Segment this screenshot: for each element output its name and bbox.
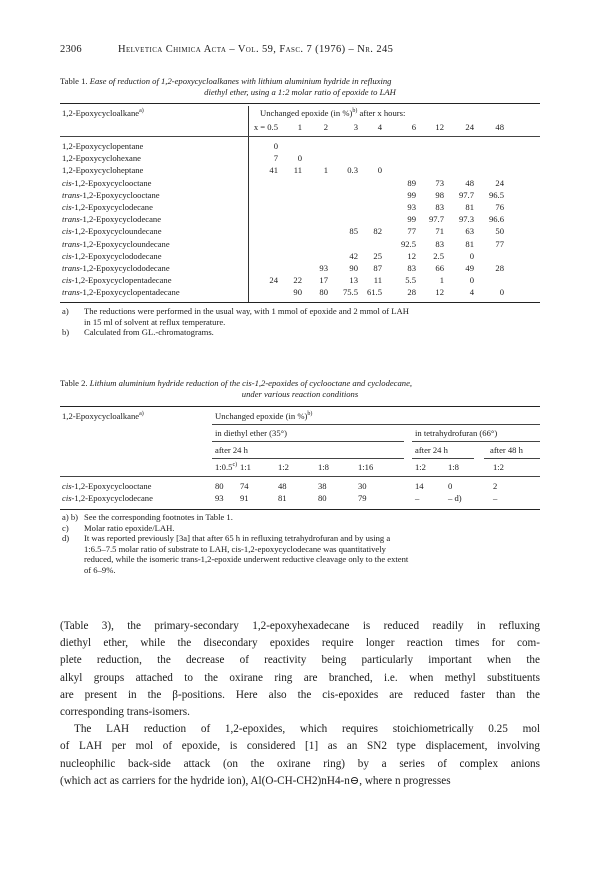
table1-cell: 96.5 bbox=[488, 189, 504, 200]
table2-footnote-c-mark: c) bbox=[62, 522, 69, 533]
table1-cell: 0 bbox=[297, 153, 302, 164]
table1-cell: 0 bbox=[499, 287, 504, 298]
table2-cell: 0 bbox=[448, 481, 453, 491]
table1-compound-name bbox=[62, 190, 160, 200]
table1-cell: 41 bbox=[269, 165, 278, 176]
table1-hour-header: 2 bbox=[323, 122, 328, 132]
table1-row bbox=[62, 239, 540, 251]
table1-cell: 28 bbox=[407, 287, 416, 298]
body-text-line: (which act as carriers for the hydride ion), Al(O-CH-CH2)nH4-n⊖, where n progresses bbox=[60, 774, 451, 787]
table1-cell: 11 bbox=[293, 165, 302, 176]
table1-row bbox=[62, 202, 540, 214]
table1-cell: 0.3 bbox=[347, 165, 358, 176]
table1-cell: 89 bbox=[407, 177, 416, 188]
table1-row bbox=[62, 287, 540, 299]
table2-header-compound bbox=[62, 411, 144, 421]
table1-cell: 93 bbox=[319, 262, 328, 273]
table1-cell: 73 bbox=[435, 177, 444, 188]
table2-cell: 91 bbox=[240, 493, 249, 504]
table2-cell: 80 bbox=[318, 493, 327, 504]
table2-rule-3a bbox=[212, 458, 404, 459]
table1-cell: 93 bbox=[407, 201, 416, 212]
table1-cell: 81 bbox=[465, 201, 474, 212]
table2-rule-2a bbox=[212, 441, 404, 442]
table1-caption-line1: Ease of reduction of 1,2-epoxycycloalkanes with lithium aluminium hydride in refluxing bbox=[89, 76, 392, 86]
table2-footnotes bbox=[60, 512, 540, 576]
table2-compound-prefix: cis bbox=[62, 493, 72, 504]
table1-row bbox=[62, 275, 540, 287]
table2-cell: 79 bbox=[358, 493, 367, 504]
table1-cell: 96.6 bbox=[488, 214, 504, 225]
table1-compound-base: -1,2-Epoxycyclodecane bbox=[79, 214, 162, 225]
table2-footnote-d-mark: d) bbox=[62, 533, 70, 544]
table2-caption bbox=[60, 378, 540, 400]
table1-cell: 83 bbox=[407, 262, 416, 273]
table1-compound-base: -1,2-Epoxycyclopentadecane bbox=[79, 287, 180, 298]
table2-cell: 81 bbox=[278, 493, 287, 504]
table1-compound-name bbox=[62, 263, 170, 273]
table1-footnote-a-text: The reductions were performed in the usual way, with 1 mmol of epoxide and 2 mmol of LAH bbox=[84, 306, 409, 316]
table1-compound-base: -1,2-Epoxycycloundecane bbox=[71, 226, 162, 237]
table1-caption-label: Table 1. bbox=[60, 76, 88, 86]
table1-cell: 61.5 bbox=[366, 287, 382, 298]
table1-row bbox=[62, 165, 540, 177]
table1-hour-header: 24 bbox=[465, 122, 474, 132]
table1-footnote-b-mark: b) bbox=[62, 327, 70, 338]
table1-compound-base: -1,2-Epoxycyclopentadecane bbox=[71, 275, 172, 286]
table1-cell: 24 bbox=[495, 177, 504, 188]
table2-footnote-c-text: Molar ratio epoxide/LAH. bbox=[84, 522, 175, 533]
body-text-line: are present in the β-positions. Here also the cis-epoxides are reduced faster than the bbox=[60, 688, 540, 701]
table1-cell: 50 bbox=[495, 226, 504, 237]
table1-row bbox=[62, 153, 540, 165]
table2-footnote-d-cont2: reduced, while the isomeric trans-1,2-epoxide underwent reductive cleavage only to the extent bbox=[84, 554, 409, 565]
table2-body bbox=[60, 481, 540, 505]
table1-header-rule bbox=[60, 136, 540, 137]
table1-row bbox=[62, 178, 540, 190]
table1-compound-name bbox=[62, 153, 141, 163]
table1-cell: 48 bbox=[465, 177, 474, 188]
table1-cell: 63 bbox=[465, 226, 474, 237]
table1-compound-prefix: trans bbox=[62, 238, 80, 249]
table1-hour-header: 4 bbox=[377, 122, 382, 132]
table1-compound-prefix: trans bbox=[62, 287, 80, 298]
table2-header-rule bbox=[60, 476, 540, 477]
table1-footnote-b-text: Calculated from GL.-chromatograms. bbox=[84, 327, 214, 338]
table1-top-rule bbox=[60, 103, 540, 104]
table1-cell: 98 bbox=[435, 189, 444, 200]
table2-compound-name bbox=[62, 481, 151, 491]
table1-cell: 24 bbox=[269, 275, 278, 286]
table1-footnotes bbox=[60, 306, 540, 338]
table1-cell: 81 bbox=[465, 238, 474, 249]
table1-footnote-a-mark: a) bbox=[62, 306, 69, 316]
table1-row bbox=[62, 190, 540, 202]
table2-row bbox=[60, 493, 540, 505]
table2-bottom-rule bbox=[60, 509, 540, 510]
page-number: 2306 bbox=[60, 44, 82, 55]
table2-cell: – bbox=[415, 493, 420, 504]
table1-cell: 13 bbox=[349, 275, 358, 286]
table2-ratio-note: c) bbox=[232, 462, 238, 469]
body-text-line: nucleophilic back-side attack (on the oxirane ring) by a series of complex anions bbox=[60, 757, 540, 770]
table1-cell: 66 bbox=[435, 262, 444, 273]
table1-compound-prefix: trans bbox=[62, 189, 80, 200]
table1-cell: 1 bbox=[323, 165, 328, 176]
table2-solvent-ether: in diethyl ether (35°) bbox=[215, 428, 287, 438]
body-text-line: alkyl groups attached to the oxirane ring are branched, i.e. when methyl substituents bbox=[60, 671, 540, 684]
table1-hours-row bbox=[253, 122, 540, 134]
table2-header-values bbox=[215, 411, 312, 421]
table1-cell: 80 bbox=[319, 287, 328, 298]
table1-compound-base: -1,2-Epoxycyclododecane bbox=[71, 250, 162, 261]
table1-compound-prefix: cis bbox=[62, 226, 72, 237]
table2-time-thf-24: after 24 h bbox=[415, 445, 448, 455]
table1-cell: 97.7 bbox=[458, 189, 474, 200]
table2-caption-label: Table 2. bbox=[60, 378, 88, 388]
table2-header-compound-text: 1,2-Epoxycycloalkane bbox=[62, 411, 140, 421]
table1-cell: 17 bbox=[319, 275, 328, 286]
table1-cell: 99 bbox=[407, 214, 416, 225]
table2-cell: 93 bbox=[215, 493, 224, 504]
table2-row bbox=[60, 481, 540, 493]
table1-hour-header: x = 0.5 bbox=[253, 122, 278, 132]
table1-cell: 0 bbox=[469, 275, 474, 286]
table1-cell: 85 bbox=[349, 226, 358, 237]
table2-rule-3b bbox=[412, 458, 474, 459]
table2-cell: 2 bbox=[493, 481, 498, 491]
table1-cell: 75.5 bbox=[342, 287, 358, 298]
table2-footnote-d-text: It was reported previously [3a] that after 65 h in refluxing tetrahydrofuran and by using a bbox=[84, 533, 391, 544]
table1-cell: 83 bbox=[435, 238, 444, 249]
table2-cell: 14 bbox=[415, 481, 424, 491]
table2-header-compound-note: a) bbox=[139, 411, 144, 418]
table1-row bbox=[62, 141, 540, 153]
table1-cell: 4 bbox=[469, 287, 474, 298]
table2-cell: 80 bbox=[215, 481, 224, 491]
table1-cell: 7 bbox=[273, 153, 278, 164]
table1-compound-base: 1,2-Epoxycyclohexane bbox=[62, 153, 141, 164]
body-text-line: corresponding trans-isomers. bbox=[60, 705, 190, 718]
body-text-line: of LAH per mol of epoxide, is considered [1] as an SN2 type displacement, involving bbox=[60, 740, 540, 753]
table1-cell: 5.5 bbox=[405, 275, 416, 286]
table1-header-values-suffix: after x hours: bbox=[359, 108, 406, 118]
table2-footnote-ab-text: See the corresponding footnotes in Table 1. bbox=[84, 512, 233, 522]
table2-header-values-text: Unchanged epoxide (in %) bbox=[215, 411, 308, 421]
table1-compound-name bbox=[62, 251, 162, 261]
table1-bottom-rule bbox=[60, 302, 540, 303]
table2-ratio: 1:2 bbox=[493, 462, 504, 472]
table2-footnote-d-cont1: 1:6.5–7.5 molar ratio of substrate to LAH, cis-1,2-epoxycyclodecane was quantitatively bbox=[84, 543, 386, 554]
table2-top-rule bbox=[60, 406, 540, 407]
table1-compound-base: -1,2-Epoxycyclodecane bbox=[71, 201, 153, 212]
table1-compound-base: 1,2-Epoxycycloheptane bbox=[62, 165, 144, 176]
table2-cell: – d) bbox=[448, 493, 462, 504]
table1-hour-header: 6 bbox=[411, 122, 416, 132]
table1-compound-prefix: trans bbox=[62, 214, 80, 225]
table1-compound-base: 1,2-Epoxycyclopentane bbox=[62, 141, 144, 151]
table1-footnote-a-text2: in 15 ml of solvent at reflux temperature. bbox=[84, 316, 226, 327]
table1-compound-name bbox=[62, 226, 162, 236]
table2-time-thf-48: after 48 h bbox=[490, 445, 523, 455]
table2-header-values-note: b) bbox=[307, 411, 313, 418]
table1-compound-name bbox=[62, 141, 143, 151]
table1-cell: 83 bbox=[435, 201, 444, 212]
table2-footnote-d-cont3: of 6–9%. bbox=[84, 564, 116, 575]
table1-cell: 97.3 bbox=[458, 214, 474, 225]
table1-row bbox=[62, 263, 540, 275]
table1-compound-base: -1,2-Epoxycyclooctane bbox=[79, 189, 160, 200]
table1-compound-name bbox=[62, 275, 172, 285]
table2-cell: 48 bbox=[278, 481, 287, 491]
table2-ratio-row bbox=[60, 462, 540, 474]
table1-row bbox=[62, 226, 540, 238]
table1-header-compound-note: a) bbox=[139, 108, 144, 115]
table1-compound-prefix: cis bbox=[62, 275, 72, 286]
table1-compound-name bbox=[62, 239, 170, 249]
table1-compound-prefix: trans bbox=[62, 262, 80, 273]
table2-cell: – bbox=[493, 493, 498, 504]
table1-cell: 90 bbox=[349, 262, 358, 273]
table2-time-ether: after 24 h bbox=[215, 445, 248, 455]
table1-caption bbox=[60, 76, 540, 98]
body-text-line: diethyl ether, while the disecondary epoxides require longer reaction times for com- bbox=[60, 637, 540, 650]
table2-rule-2b bbox=[412, 441, 540, 442]
table1-cell: 42 bbox=[349, 250, 358, 261]
table1-cell: 97.7 bbox=[428, 214, 444, 225]
table1-cell: 87 bbox=[373, 262, 382, 273]
table1-compound-base: -1,2-Epoxycycloundecane bbox=[79, 238, 170, 249]
table1-compound-name bbox=[62, 178, 151, 188]
body-text-line: (Table 3), the primary-secondary 1,2-epoxyhexadecane is reduced readily in refluxing bbox=[60, 620, 540, 632]
table1-header-compound: 1,2-Epoxycycloalkane bbox=[62, 108, 140, 118]
table1-cell: 22 bbox=[293, 275, 302, 286]
table1-compound-prefix: cis bbox=[62, 177, 72, 188]
table1-cell: 76 bbox=[495, 201, 504, 212]
table1-compound-name bbox=[62, 287, 180, 297]
table1-caption-line2: diethyl ether, using a 1:2 molar ratio of epoxide to LAH bbox=[204, 87, 396, 97]
table2-rule-3c bbox=[484, 458, 540, 459]
table2-compound-prefix: cis bbox=[62, 481, 72, 491]
table1-cell: 99 bbox=[407, 189, 416, 200]
table1-hour-header: 3 bbox=[353, 122, 358, 132]
table1-header-values: Unchanged epoxide (in %) bbox=[260, 108, 353, 118]
table1-body bbox=[62, 141, 540, 299]
table2-ratio: 1:2 bbox=[278, 462, 289, 472]
table1-cell: 11 bbox=[373, 275, 382, 286]
table1-compound-prefix: cis bbox=[62, 250, 72, 261]
table1-cell: 28 bbox=[495, 262, 504, 273]
table1-compound-base: -1,2-Epoxycyclooctane bbox=[71, 177, 152, 188]
table1-row bbox=[62, 214, 540, 226]
table2-ratio: 1:2 bbox=[415, 462, 426, 472]
table1-cell: 0 bbox=[273, 141, 278, 151]
table1-cell: 25 bbox=[373, 250, 382, 261]
table2-compound-base: -1,2-Epoxycyclodecane bbox=[71, 493, 153, 504]
table1-cell: 1 bbox=[439, 275, 444, 286]
table2-footnote-ab-mark: a) b) bbox=[62, 512, 78, 522]
body-text-line: The LAH reduction of 1,2-epoxides, which requires stoichiometrically 0.25 mol bbox=[74, 723, 540, 736]
table1-compound-prefix: cis bbox=[62, 201, 72, 212]
table1-compound-base: -1,2-Epoxycyclododecane bbox=[79, 262, 170, 273]
table1-cell: 71 bbox=[435, 226, 444, 237]
table2-solvent-thf: in tetrahydrofuran (66°) bbox=[415, 428, 498, 438]
table1-cell: 82 bbox=[373, 226, 382, 237]
table1-header-values-note: b) bbox=[352, 108, 358, 115]
table1-cell: 0 bbox=[377, 165, 382, 176]
table1-compound-name bbox=[62, 202, 153, 212]
table1-cell: 49 bbox=[465, 262, 474, 273]
journal-title: Helvetica Chimica Acta – Vol. 59, Fasc. 7 (1976) – Nr. 245 bbox=[118, 44, 394, 55]
table1-compound-name bbox=[62, 214, 161, 224]
table1-hour-header: 12 bbox=[435, 122, 444, 132]
body-text-line: plete reduction, the decrease of reactivity being particularly important when the bbox=[60, 654, 540, 667]
table2-ratio: 1:16 bbox=[358, 462, 374, 472]
table2-ratio: 1:8 bbox=[318, 462, 329, 472]
table2-cell: 30 bbox=[358, 481, 367, 491]
table1-cell: 12 bbox=[435, 287, 444, 298]
table2-caption-line2: under various reaction conditions bbox=[241, 389, 359, 399]
body-text bbox=[60, 618, 540, 790]
table1-compound-name bbox=[62, 165, 143, 175]
table1-hour-header: 1 bbox=[297, 122, 302, 132]
table2-compound-name bbox=[62, 493, 153, 503]
table2-caption-line1: Lithium aluminium hydride reduction of the cis-1,2-epoxides of cyclooctane and cyclodecane, bbox=[89, 378, 413, 388]
table2-cell: 38 bbox=[318, 481, 327, 491]
table2-cell: 74 bbox=[240, 481, 249, 491]
table1-cell: 2.5 bbox=[433, 250, 444, 261]
table2-compound-base: -1,2-Epoxycyclooctane bbox=[71, 481, 152, 491]
table2-ratio: 1:8 bbox=[448, 462, 459, 472]
table1-cell: 92.5 bbox=[400, 238, 416, 249]
table1-hour-header: 48 bbox=[495, 122, 504, 132]
table1-row bbox=[62, 251, 540, 263]
table1-cell: 12 bbox=[407, 250, 416, 261]
table2-ratio: 1:1 bbox=[240, 462, 251, 472]
table1-cell: 90 bbox=[293, 287, 302, 298]
table1-cell: 0 bbox=[469, 250, 474, 261]
table1-cell: 77 bbox=[495, 238, 504, 249]
table2-ratio: 1:0.5$^{c)}$ bbox=[215, 462, 238, 472]
table2-rule-1 bbox=[212, 424, 540, 425]
table1-cell: 77 bbox=[407, 226, 416, 237]
